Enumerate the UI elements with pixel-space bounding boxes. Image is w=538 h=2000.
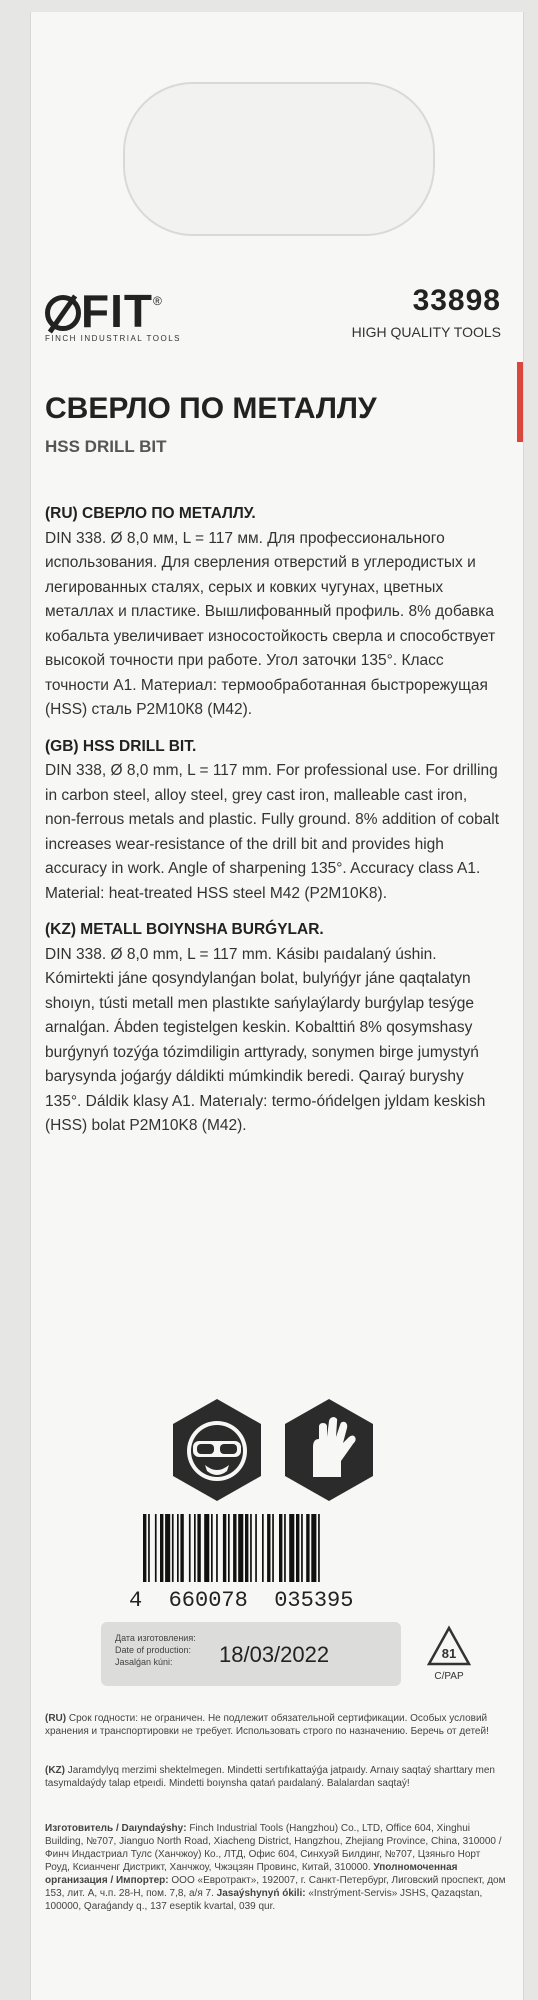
recycle-mark [419, 1624, 479, 1694]
importer-text: ООО «Евротракт», 192007, г. Санкт-Петербург, Лиговский проспект, дом 153, лит. А, ч.п. 28-Н, пом. 7,8, а/я 7. [45, 1875, 506, 1899]
article-block [352, 284, 501, 340]
production-label-kz: Jasalǵan kúni: [115, 1657, 173, 1667]
production-date-box [101, 1622, 401, 1686]
recycle-material: C/PAP [434, 1671, 464, 1682]
quality-label: HIGH QUALITY TOOLS [351, 324, 501, 340]
kz-fine-text: Jaramdylyq merzimi shektelmegen. Mindetti sertıfıkattaýǵa jatpaıdy. Arnaıy saqtaý sharttary men tasymaldaýdy talap etpeıdi. Mindetti boıynsha qatań paıdalaný. Balalardan saqtaý! [45, 1765, 495, 1789]
fine-print-ru [45, 1712, 507, 1738]
ru-text: DIN 338. Ø 8,0 мм, L = 117 мм. Для профессионального использования. Для сверления отверстий в углеродистых и легированных сталях, серых и ковких чугунах, цветных металлах и пластике. Вышлифованный профиль. 8% добавка кобальта увеличивает износостойкость сверла и способствует высокой точности при работе. Угол заточки 135°. Класс точности А1. Материал: термообработанная быстрорежущая (HSS) сталь Р2М10К8 (М42). [45, 529, 496, 718]
maker-text: Finch Industrial Tools (Hangzhou) Co., LTD, Office 604, Xinghui Building, №707, Jianguo North Road, Xiacheng District, Hangzhou, Zhejiang Province, China, 310000 / Финч Индастриал Тулс (Ханчжоу) Ко., ЛТД, Офис 604, Синхуэй Билдинг, №707, Цзяньго Норт Роуд, Ксианченг Дистрикт, Ханчжоу, Чжэцзян Провинс, Китай, 310000. [45, 1823, 502, 1873]
logo-slash-icon [45, 295, 81, 331]
package-card [30, 12, 524, 2000]
red-accent-bar [517, 362, 523, 442]
brand-logo [45, 284, 245, 364]
glove-icon [283, 1397, 375, 1503]
description [45, 502, 501, 1151]
fine-print-maker [45, 1822, 507, 1913]
safety-icons [31, 1397, 523, 1507]
maker-label: Изготовитель / Daıyndaýshy: [45, 1823, 187, 1834]
brand-tagline: FINCH INDUSTRIAL TOOLS [45, 334, 181, 343]
article-number: 33898 [412, 284, 501, 317]
importer-label: Уполномоченная организация / Импортер: [45, 1862, 458, 1886]
kz-text: DIN 338. Ø 8,0 mm, L = 117 mm. Kásibı paıdalaný úshin. Kómirtekti jáne qosyndylanǵan bolat, bulyńǵyr jáne qaqtalatyn shoıyn, tústi metall men plastıkte sańylaýlardy burǵylap tesýge arnalǵan. Ábden tegistelgen keskin. Kobalttiń 8% qosymshasy burǵynyń tozýǵa tózimdiligin arttyrady, sonymen birge jumystyń barysynda joǵarǵy dáldikti múmkindik beredi. Qaıraý buryshy 135°. Dáldik klasy A1. Materıaly: termo-óńdelgen jyldam keskish (HSS) bolat P2M10K8 (M42). [45, 945, 486, 1134]
barcode-digits: 4 660078 035395 [129, 1588, 354, 1609]
ru-heading: (RU) СВЕРЛО ПО МЕТАЛЛУ. [45, 505, 256, 522]
kz-rep-label: Jasaýshynyń ókili: [216, 1888, 306, 1899]
production-label-ru: Дата изготовления: [115, 1633, 196, 1643]
barcode [129, 1514, 429, 1609]
registered-mark: ® [152, 294, 163, 308]
hang-hole [123, 82, 435, 236]
ru-tag: (RU) [45, 1713, 67, 1724]
gb-heading: (GB) HSS DRILL BIT. [45, 737, 197, 755]
goggles-mask-icon [171, 1397, 263, 1503]
ru-fine-text: Срок годности: не ограничен. Не подлежит обязательной сертификации. Особых условий хранения и транспортировки не требует. Использовать строго по назначению. Беречь от детей! [45, 1713, 489, 1737]
title-en: HSS DRILL BIT [45, 437, 167, 456]
fine-print-kz [45, 1764, 507, 1790]
production-date: 18/03/2022 [219, 1642, 330, 1667]
recycle-code: 81 [441, 1646, 457, 1661]
logo-text: FIT [81, 285, 153, 337]
kz-heading: (KZ) METALL BOIYNSHA BURǴYLAR. [45, 921, 324, 938]
gb-text: DIN 338, Ø 8,0 mm, L = 117 mm. For professional use. For drilling in carbon steel, alloy steel, grey cast iron, malleable cast iron, non-ferrous metals and plastic. Fully ground. 8% addition of cobalt increases wear-resistance of the drill bit and provides high accuracy in work. Angle of sharpening 135°. Accuracy class A1. Material: heat-treated HSS steel M42 (P2M10K8). [45, 762, 500, 902]
production-label-en: Date of production: [115, 1645, 192, 1655]
kz-rep-text: «Instrýment-Servis» JSHS, Qazaqstan, 100000, Qaraǵandy q., 137 eseptik kvartal, 039 qur. [45, 1888, 483, 1912]
recycle-icon [426, 1624, 472, 1670]
kz-tag: (KZ) [45, 1765, 65, 1776]
title-ru: СВЕРЛО ПО МЕТАЛЛУ [45, 392, 377, 425]
